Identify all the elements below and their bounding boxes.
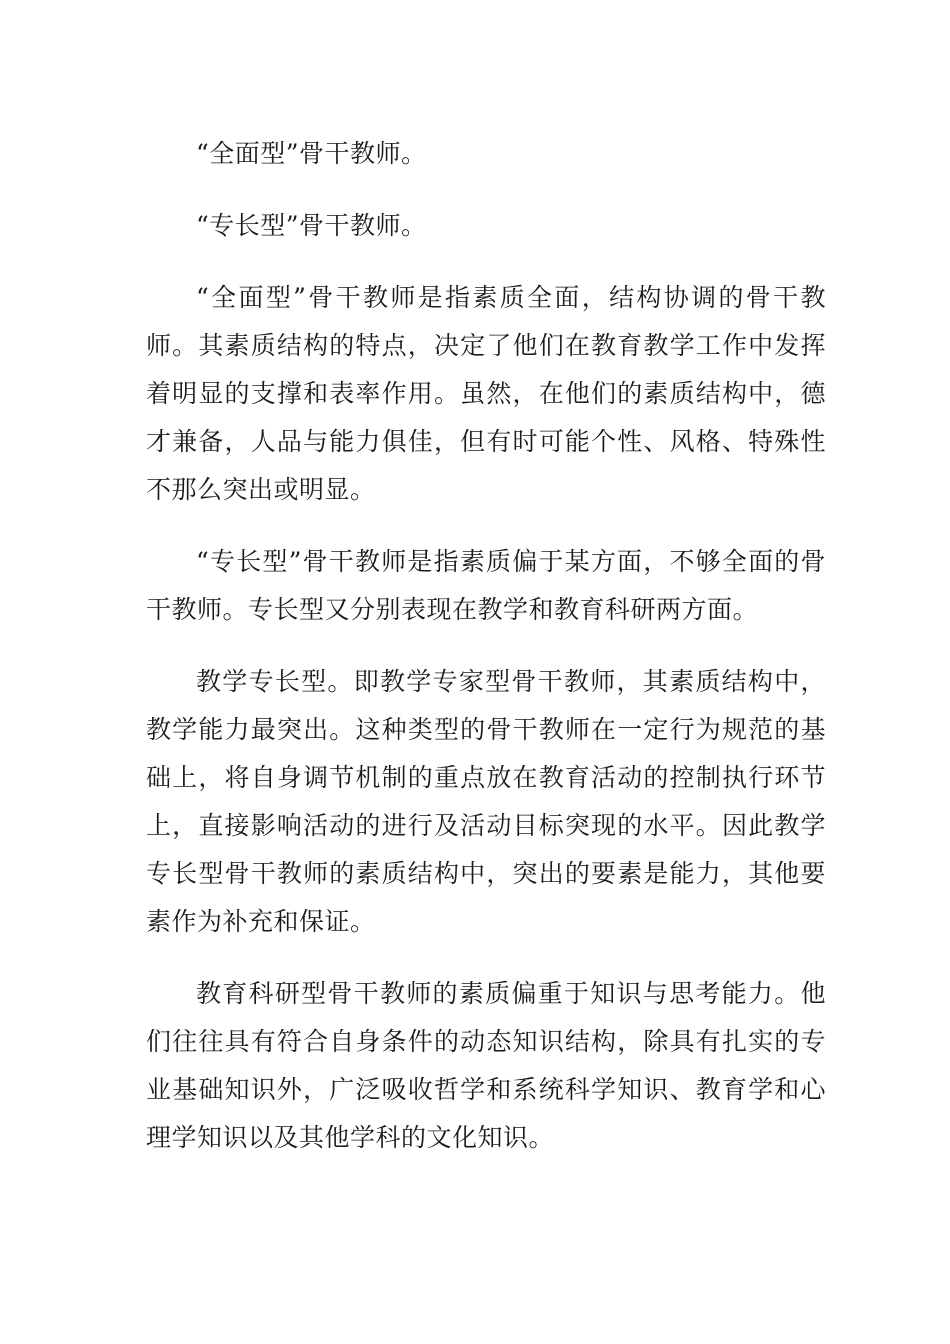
paragraph-6: 教育科研型骨干教师的素质偏重于知识与思考能力。他们往往具有符合自身条件的动态知识结构，除具有扎实的专业基础知识外，广泛吸收哲学和系统科学知识、教育学和心理学知识以及其他学科的文化知识。 (146, 979, 826, 1152)
document-page (146, 130, 826, 1186)
paragraph-4: “专长型”骨干教师是指素质偏于某方面，不够全面的骨干教师。专长型又分别表现在教学和教育科研两方面。 (146, 547, 826, 624)
paragraph-2: “专长型”骨干教师。 (196, 211, 427, 240)
paragraph-1: “全面型”骨干教师。 (196, 139, 427, 168)
paragraph-3: “全面型”骨干教师是指素质全面，结构协调的骨干教师。其素质结构的特点，决定了他们在教育教学工作中发挥着明显的支撑和表率作用。虽然，在他们的素质结构中，德才兼备，人品与能力俱佳，但有时可能个性、风格、特殊性不那么突出或明显。 (146, 283, 826, 504)
paragraph-5: 教学专长型。即教学专家型骨干教师，其素质结构中，教学能力最突出。这种类型的骨干教师在一定行为规范的基础上，将自身调节机制的重点放在教育活动的控制执行环节上，直接影响活动的进行及活动目标突现的水平。因此教学专长型骨干教师的素质结构中，突出的要素是能力，其他要素作为补充和保证。 (146, 667, 826, 936)
